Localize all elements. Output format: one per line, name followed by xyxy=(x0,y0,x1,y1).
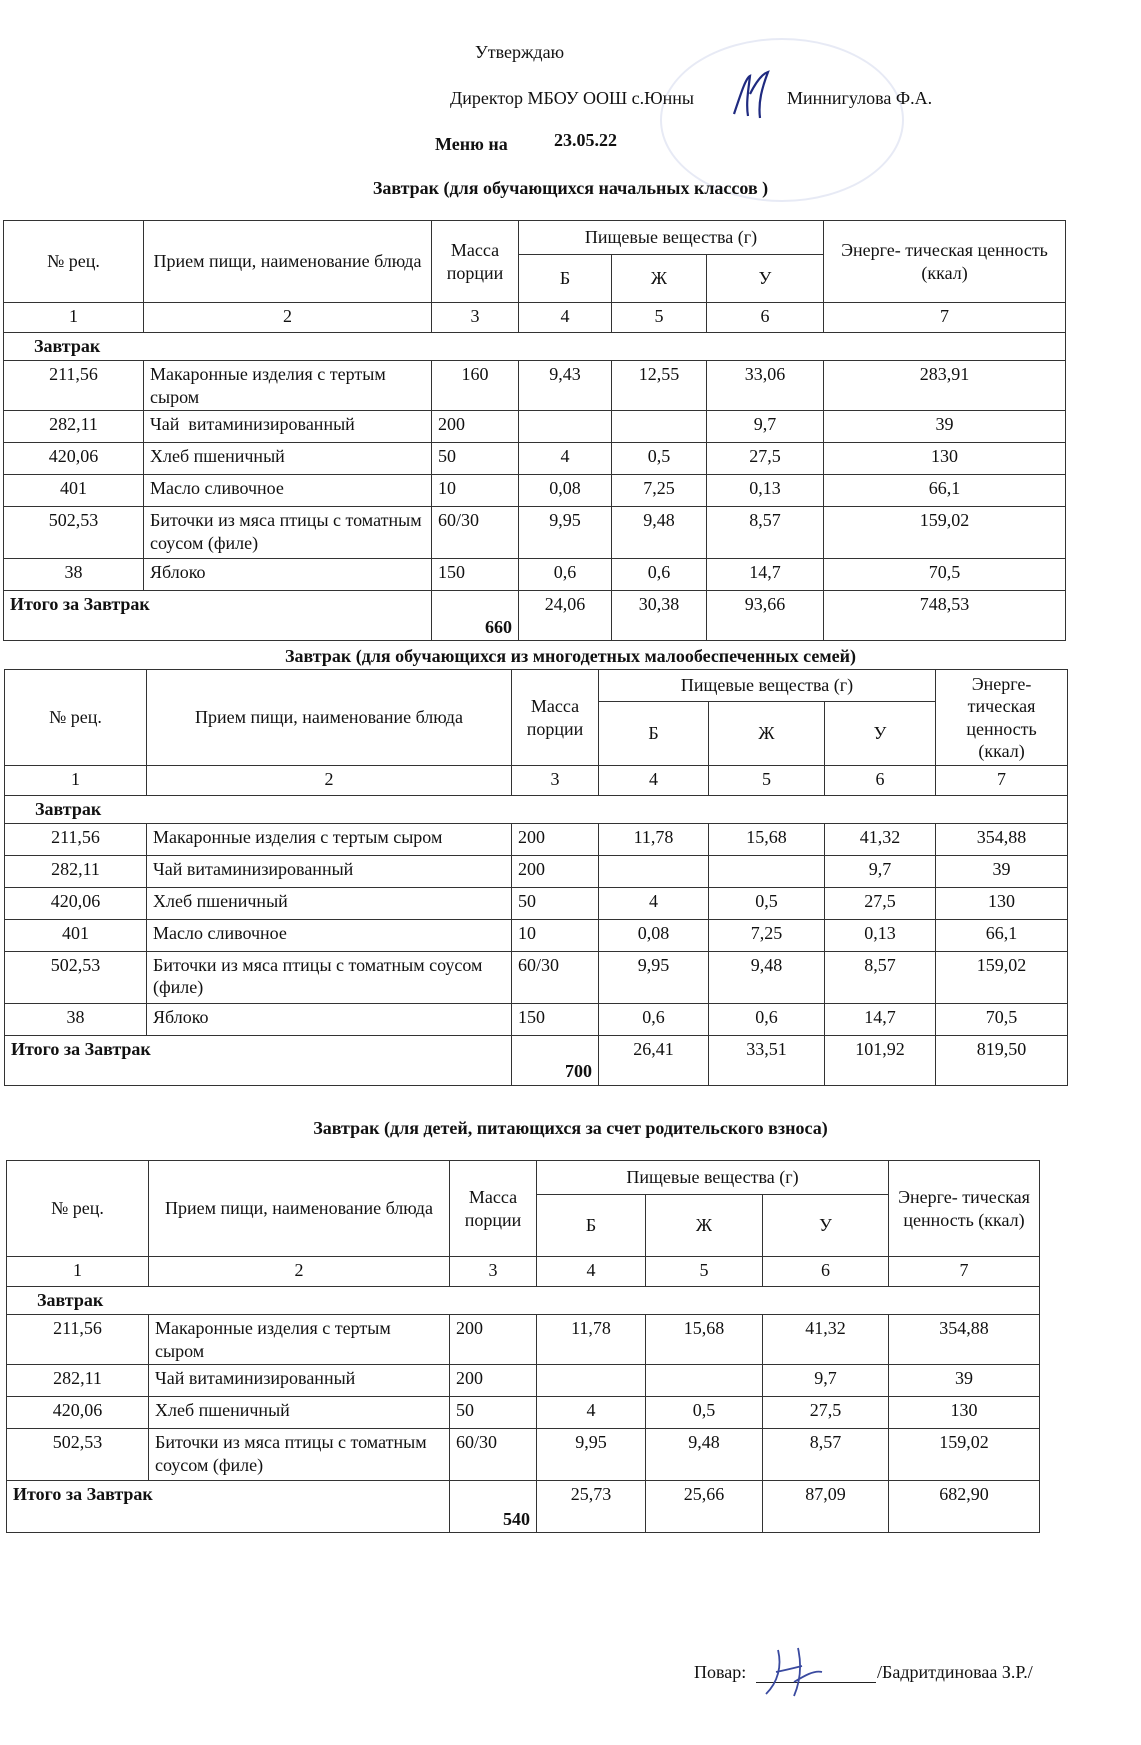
total-mass: 540 xyxy=(450,1481,537,1533)
cell-mass: 160 xyxy=(432,361,519,411)
cell-kcal: 159,02 xyxy=(824,507,1066,559)
cell-kcal: 130 xyxy=(824,443,1066,475)
total-u: 93,66 xyxy=(707,591,824,641)
col-num: 2 xyxy=(144,303,432,333)
menu-table-large-families xyxy=(4,669,1068,1086)
cell-kcal: 283,91 xyxy=(824,361,1066,411)
cell-dish: Биточки из мяса птицы с томатным соусом (филе) xyxy=(149,1429,450,1481)
total-mass: 700 xyxy=(512,1035,599,1085)
total-kcal: 682,90 xyxy=(889,1481,1040,1533)
col-header-nutrients: Пищевые вещества (г) xyxy=(519,221,824,255)
cell-rec: 502,53 xyxy=(4,507,144,559)
cell-dish: Чай витаминизированный xyxy=(147,855,512,887)
total-label: Итого за Завтрак xyxy=(4,591,432,641)
cell-zh xyxy=(612,411,707,443)
cell-u: 27,5 xyxy=(763,1397,889,1429)
col-num: 6 xyxy=(707,303,824,333)
total-b: 24,06 xyxy=(519,591,612,641)
cell-dish: Чай витаминизированный xyxy=(149,1365,450,1397)
cell-dish: Масло сливочное xyxy=(147,919,512,951)
cell-zh: 7,25 xyxy=(709,919,825,951)
col-num: 4 xyxy=(599,766,709,796)
table-row xyxy=(7,1365,1040,1397)
cell-b: 9,95 xyxy=(599,951,709,1003)
cell-kcal: 130 xyxy=(889,1397,1040,1429)
table-title: Завтрак (для обучающихся из многодетных малообеспеченных семей) xyxy=(285,646,856,666)
cell-mass: 60/30 xyxy=(512,951,599,1003)
cell-b: 11,78 xyxy=(599,823,709,855)
cell-dish: Хлеб пшеничный xyxy=(149,1397,450,1429)
cell-zh: 15,68 xyxy=(646,1315,763,1365)
cell-mass: 10 xyxy=(432,475,519,507)
col-header-rec: № рец. xyxy=(4,221,144,303)
col-num: 2 xyxy=(147,766,512,796)
col-num: 1 xyxy=(4,303,144,333)
table-row xyxy=(4,475,1066,507)
cell-b: 9,43 xyxy=(519,361,612,411)
section-label: Завтрак xyxy=(7,1287,1040,1315)
col-num: 7 xyxy=(824,303,1066,333)
cell-mass: 10 xyxy=(512,919,599,951)
col-header-mass: Масса порции xyxy=(450,1161,537,1257)
cell-dish: Чай витаминизированный xyxy=(144,411,432,443)
cell-zh: 9,48 xyxy=(709,951,825,1003)
cell-u: 9,7 xyxy=(707,411,824,443)
table-row xyxy=(5,951,1068,1003)
col-header-energy: Энерге- тическая ценность (ккал) xyxy=(824,221,1066,303)
cell-b: 4 xyxy=(599,887,709,919)
col-num: 1 xyxy=(5,766,147,796)
col-header-rec: № рец. xyxy=(7,1161,149,1257)
cell-rec: 38 xyxy=(5,1003,147,1035)
total-row xyxy=(4,591,1066,641)
cell-dish: Хлеб пшеничный xyxy=(147,887,512,919)
director-signature xyxy=(728,70,774,122)
table-row xyxy=(5,919,1068,951)
col-num: 5 xyxy=(612,303,707,333)
col-header-u: У xyxy=(763,1195,889,1257)
cell-u: 41,32 xyxy=(825,823,936,855)
table-row xyxy=(7,1429,1040,1481)
cell-u: 0,13 xyxy=(707,475,824,507)
col-header-nutrients: Пищевые вещества (г) xyxy=(599,670,936,702)
cell-mass: 50 xyxy=(450,1397,537,1429)
cell-mass: 150 xyxy=(432,559,519,591)
col-header-mass: Масса порции xyxy=(512,670,599,766)
total-label: Итого за Завтрак xyxy=(7,1481,450,1533)
total-label: Итого за Завтрак xyxy=(5,1035,512,1085)
col-number-row xyxy=(5,766,1068,796)
cell-rec: 502,53 xyxy=(5,951,147,1003)
col-header-b: Б xyxy=(519,255,612,303)
cell-b: 4 xyxy=(519,443,612,475)
col-num: 3 xyxy=(432,303,519,333)
cell-zh: 0,5 xyxy=(709,887,825,919)
cell-rec: 211,56 xyxy=(7,1315,149,1365)
col-header-dish: Прием пищи, наименование блюда xyxy=(147,670,512,766)
col-header-zh: Ж xyxy=(612,255,707,303)
total-row xyxy=(7,1481,1040,1533)
cell-rec: 420,06 xyxy=(5,887,147,919)
menu-table-parent-paid xyxy=(6,1160,1040,1533)
total-row xyxy=(5,1035,1068,1085)
cell-kcal: 159,02 xyxy=(889,1429,1040,1481)
cell-kcal: 39 xyxy=(936,855,1068,887)
col-header-b: Б xyxy=(599,702,709,766)
table-row xyxy=(4,507,1066,559)
section-label: Завтрак xyxy=(5,796,1068,824)
col-num: 4 xyxy=(519,303,612,333)
col-num: 7 xyxy=(889,1257,1040,1287)
col-header-u: У xyxy=(825,702,936,766)
menu-date: 23.05.22 xyxy=(554,130,617,150)
col-num: 6 xyxy=(763,1257,889,1287)
col-num: 3 xyxy=(512,766,599,796)
table-row xyxy=(7,1397,1040,1429)
cell-dish: Масло сливочное xyxy=(144,475,432,507)
cell-zh: 7,25 xyxy=(612,475,707,507)
cell-u: 8,57 xyxy=(763,1429,889,1481)
col-num: 1 xyxy=(7,1257,149,1287)
cell-rec: 38 xyxy=(4,559,144,591)
total-u: 87,09 xyxy=(763,1481,889,1533)
director-line: Директор МБОУ ООШ с.Юнны xyxy=(450,88,694,108)
cell-mass: 200 xyxy=(512,855,599,887)
cell-dish: Макаронные изделия с тертым сыром xyxy=(144,361,432,411)
cell-u: 9,7 xyxy=(763,1365,889,1397)
cell-zh: 0,6 xyxy=(709,1003,825,1035)
col-header-zh: Ж xyxy=(709,702,825,766)
table-row xyxy=(5,1003,1068,1035)
cell-rec: 282,11 xyxy=(7,1365,149,1397)
cell-dish: Хлеб пшеничный xyxy=(144,443,432,475)
cell-u: 27,5 xyxy=(825,887,936,919)
cell-b: 11,78 xyxy=(537,1315,646,1365)
col-num: 7 xyxy=(936,766,1068,796)
col-number-row xyxy=(7,1257,1040,1287)
cell-kcal: 130 xyxy=(936,887,1068,919)
cell-zh: 9,48 xyxy=(646,1429,763,1481)
col-header-u: У xyxy=(707,255,824,303)
cell-b: 9,95 xyxy=(537,1429,646,1481)
cell-b: 0,08 xyxy=(519,475,612,507)
col-num: 6 xyxy=(825,766,936,796)
cell-mass: 200 xyxy=(432,411,519,443)
cell-b xyxy=(537,1365,646,1397)
menu-label: Меню на xyxy=(435,134,508,154)
table-row xyxy=(4,443,1066,475)
table-row xyxy=(5,823,1068,855)
col-num: 5 xyxy=(646,1257,763,1287)
col-num: 4 xyxy=(537,1257,646,1287)
cell-dish: Макаронные изделия с тертым сыром xyxy=(149,1315,450,1365)
cell-rec: 211,56 xyxy=(5,823,147,855)
section-label: Завтрак xyxy=(4,333,1066,361)
cell-zh: 0,6 xyxy=(612,559,707,591)
col-header-energy: Энерге- тическая ценность (ккал) xyxy=(936,670,1068,766)
cell-rec: 282,11 xyxy=(5,855,147,887)
table-title: Завтрак (для детей, питающихся за счет родительского взноса) xyxy=(313,1118,828,1138)
table-row xyxy=(4,361,1066,411)
table-row xyxy=(5,887,1068,919)
cell-mass: 50 xyxy=(512,887,599,919)
col-header-nutrients: Пищевые вещества (г) xyxy=(537,1161,889,1195)
cell-mass: 60/30 xyxy=(432,507,519,559)
cell-dish: Яблоко xyxy=(147,1003,512,1035)
cell-kcal: 66,1 xyxy=(824,475,1066,507)
cell-mass: 150 xyxy=(512,1003,599,1035)
cell-kcal: 354,88 xyxy=(936,823,1068,855)
cell-dish: Макаронные изделия с тертым сыром xyxy=(147,823,512,855)
col-num: 2 xyxy=(149,1257,450,1287)
cell-kcal: 39 xyxy=(889,1365,1040,1397)
cell-zh xyxy=(646,1365,763,1397)
cell-kcal: 39 xyxy=(824,411,1066,443)
cell-zh xyxy=(709,855,825,887)
cell-rec: 502,53 xyxy=(7,1429,149,1481)
cell-mass: 200 xyxy=(450,1365,537,1397)
table-row xyxy=(4,559,1066,591)
cell-u: 8,57 xyxy=(707,507,824,559)
menu-table-primary xyxy=(3,220,1066,641)
col-header-dish: Прием пищи, наименование блюда xyxy=(149,1161,450,1257)
total-b: 25,73 xyxy=(537,1481,646,1533)
approve-word: Утверждаю xyxy=(475,42,565,62)
total-zh: 33,51 xyxy=(709,1035,825,1085)
cell-u: 41,32 xyxy=(763,1315,889,1365)
cell-b xyxy=(519,411,612,443)
cell-zh: 15,68 xyxy=(709,823,825,855)
total-u: 101,92 xyxy=(825,1035,936,1085)
cell-u: 14,7 xyxy=(707,559,824,591)
cell-u: 0,13 xyxy=(825,919,936,951)
cell-u: 14,7 xyxy=(825,1003,936,1035)
cell-zh: 0,5 xyxy=(646,1397,763,1429)
cell-b: 9,95 xyxy=(519,507,612,559)
total-mass: 660 xyxy=(432,591,519,641)
cook-name: /Бадритдиноваа З.Р./ xyxy=(877,1662,1033,1682)
cook-label: Повар: xyxy=(694,1662,747,1682)
total-zh: 30,38 xyxy=(612,591,707,641)
cell-dish: Яблоко xyxy=(144,559,432,591)
col-num: 5 xyxy=(709,766,825,796)
cell-mass: 60/30 xyxy=(450,1429,537,1481)
cell-rec: 282,11 xyxy=(4,411,144,443)
col-num: 3 xyxy=(450,1257,537,1287)
total-kcal: 748,53 xyxy=(824,591,1066,641)
cook-signature xyxy=(758,1642,828,1700)
col-header-mass: Масса порции xyxy=(432,221,519,303)
cell-u: 27,5 xyxy=(707,443,824,475)
cell-kcal: 70,5 xyxy=(936,1003,1068,1035)
cell-mass: 50 xyxy=(432,443,519,475)
cell-u: 33,06 xyxy=(707,361,824,411)
cell-b: 4 xyxy=(537,1397,646,1429)
cell-zh: 12,55 xyxy=(612,361,707,411)
col-number-row xyxy=(4,303,1066,333)
cell-mass: 200 xyxy=(450,1315,537,1365)
cell-u: 8,57 xyxy=(825,951,936,1003)
cell-kcal: 70,5 xyxy=(824,559,1066,591)
cell-dish: Биточки из мяса птицы с томатным соусом (филе) xyxy=(144,507,432,559)
cell-dish: Биточки из мяса птицы с томатным соусом (филе) xyxy=(147,951,512,1003)
cell-b: 0,6 xyxy=(519,559,612,591)
table-row xyxy=(7,1315,1040,1365)
cell-zh: 0,5 xyxy=(612,443,707,475)
cell-kcal: 159,02 xyxy=(936,951,1068,1003)
cell-rec: 420,06 xyxy=(4,443,144,475)
cell-rec: 401 xyxy=(5,919,147,951)
cell-rec: 401 xyxy=(4,475,144,507)
cell-kcal: 354,88 xyxy=(889,1315,1040,1365)
cell-zh: 9,48 xyxy=(612,507,707,559)
col-header-rec: № рец. xyxy=(5,670,147,766)
table-row xyxy=(4,411,1066,443)
cell-b: 0,08 xyxy=(599,919,709,951)
col-header-dish: Прием пищи, наименование блюда xyxy=(144,221,432,303)
cell-mass: 200 xyxy=(512,823,599,855)
total-kcal: 819,50 xyxy=(936,1035,1068,1085)
cell-b: 0,6 xyxy=(599,1003,709,1035)
cell-kcal: 66,1 xyxy=(936,919,1068,951)
cell-rec: 420,06 xyxy=(7,1397,149,1429)
col-header-energy: Энерге- тическая ценность (ккал) xyxy=(889,1161,1040,1257)
cell-rec: 211,56 xyxy=(4,361,144,411)
total-zh: 25,66 xyxy=(646,1481,763,1533)
director-name: Миннигулова Ф.А. xyxy=(787,88,933,108)
total-b: 26,41 xyxy=(599,1035,709,1085)
table-row xyxy=(5,855,1068,887)
col-header-zh: Ж xyxy=(646,1195,763,1257)
cell-b xyxy=(599,855,709,887)
cell-u: 9,7 xyxy=(825,855,936,887)
col-header-b: Б xyxy=(537,1195,646,1257)
table-title: Завтрак (для обучающихся начальных классов ) xyxy=(372,178,769,198)
